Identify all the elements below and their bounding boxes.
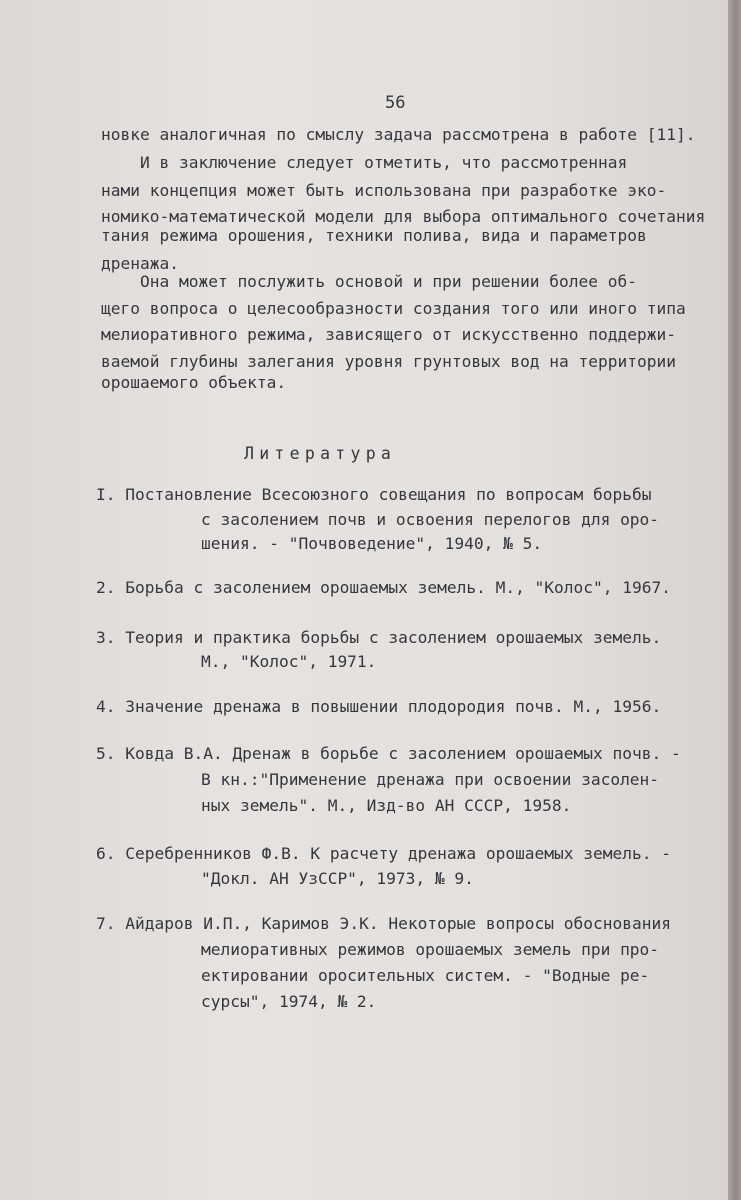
- reference-line: 7. Айдаров И.П., Каримов Э.К. Некоторые вопросы обоснования: [96, 914, 671, 933]
- reference-line: 5. Ковда В.А. Дренаж в борьбе с засолением орошаемых почв. -: [96, 744, 681, 763]
- page-edge: [728, 0, 741, 1200]
- body-line: номико-математической модели для выбора оптимального сочетания: [101, 207, 706, 226]
- body-line: нами концепция может быть использована при разработке эко-: [101, 181, 667, 200]
- reference-line: "Докл. АН УзССР", 1973, № 9.: [201, 869, 474, 888]
- body-line: дренажа.: [101, 254, 179, 273]
- reference-line: ных земель". М., Изд-во АН СССР, 1958.: [201, 796, 572, 815]
- reference-line: ектировании оросительных систем. - "Водные ре-: [201, 966, 650, 985]
- reference-line: 2. Борьба с засолением орошаемых земель. М., "Колос", 1967.: [96, 578, 671, 597]
- body-line: ваемой глубины залегания уровня грунтовых вод на территории: [101, 352, 676, 371]
- reference-line: М., "Колос", 1971.: [201, 652, 377, 671]
- reference-line: шения. - "Почвоведение", 1940, № 5.: [201, 534, 543, 553]
- body-line: щего вопроса о целесообразности создания того или иного типа: [101, 299, 686, 318]
- references-heading: Литература: [244, 444, 397, 463]
- reference-line: с засолением почв и освоения перелогов для оро-: [201, 510, 660, 529]
- reference-line: мелиоративных режимов орошаемых земель при про-: [201, 940, 660, 959]
- reference-line: сурсы", 1974, № 2.: [201, 992, 377, 1011]
- reference-line: 3. Теория и практика борьбы с засолением орошаемых земель.: [96, 628, 662, 647]
- reference-line: В кн.:"Применение дренажа при освоении засолен-: [201, 770, 660, 789]
- body-line: орошаемого объекта.: [101, 373, 287, 392]
- body-line: Она может послужить основой и при решении более об-: [101, 272, 638, 291]
- body-line: тания режима орошения, техники полива, вида и параметров: [101, 226, 647, 245]
- body-line: мелиоративного режима, зависящего от искусственно поддержи-: [101, 325, 676, 344]
- page-number: 56: [385, 93, 406, 113]
- reference-line: I. Постановление Всесоюзного совещания по вопросам борьбы: [96, 485, 652, 504]
- reference-line: 6. Серебренников Ф.В. К расчету дренажа орошаемых земель. -: [96, 844, 671, 863]
- reference-line: 4. Значение дренажа в повышении плодородия почв. М., 1956.: [96, 697, 662, 716]
- body-line: новке аналогичная по смыслу задача рассмотрена в работе [11].: [101, 125, 696, 144]
- body-line: И в заключение следует отметить, что рассмотренная: [101, 153, 628, 172]
